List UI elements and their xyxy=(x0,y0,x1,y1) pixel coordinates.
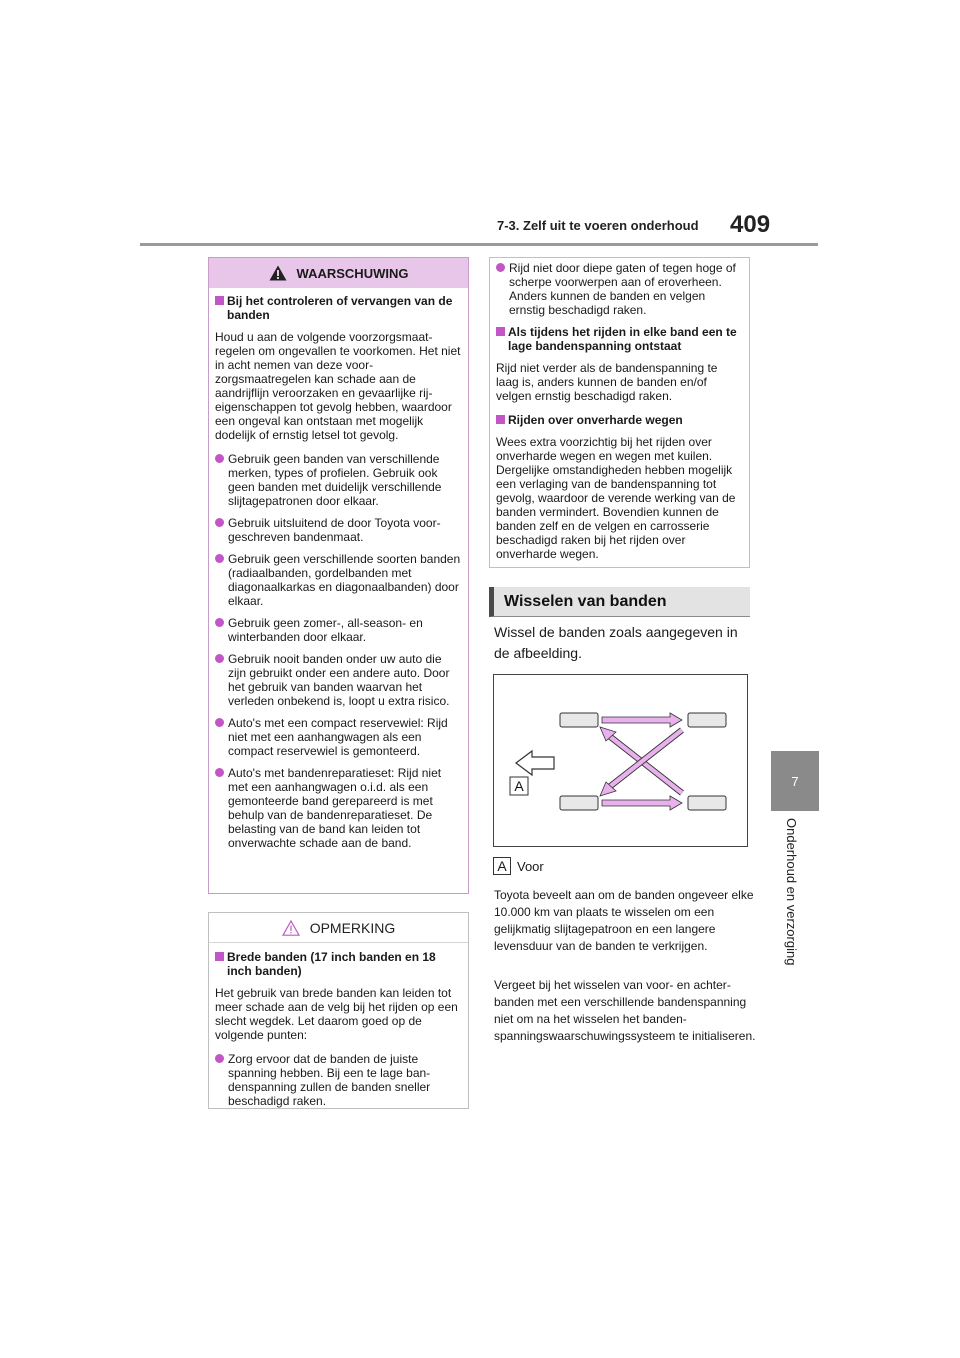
note-title: OPMERKING xyxy=(309,919,396,936)
square-bullet-icon xyxy=(496,415,505,424)
warning-bullet: Auto's met een compact reservewiel: Rijd niet met een aanhangwagen als een compact reservewiel is gemonteerd. xyxy=(215,716,462,758)
page-number: 409 xyxy=(730,211,771,238)
square-bullet-icon xyxy=(215,296,224,305)
tire-front-left xyxy=(560,713,598,727)
section-heading: Wisselen van banden xyxy=(489,587,750,617)
section-title: 7-3. Zelf uit te voeren onderhoud xyxy=(497,218,699,233)
circle-bullet-icon xyxy=(215,654,224,663)
header-divider xyxy=(140,243,818,246)
rotation-paragraph-1: Toyota beveelt aan om de banden ongeveer elke 10.000 km van plaats te wisselen om een gelijkmatig slijtagepatroon en een langere levensduur van de banden te verkrijgen. xyxy=(494,888,754,953)
warning-subheading: Als tijdens het rijden in elke band een te lage bandenspanning ontstaat xyxy=(496,325,743,353)
warning-triangle-icon xyxy=(269,265,287,281)
note-box xyxy=(208,912,469,1109)
warning-bullet: Gebruik geen verschillende soorten banden (radiaalbanden, gordelbanden met diagonaalkarkas en diagonaalbanden) door elkaar. xyxy=(215,552,462,608)
note-bullet: Zorg ervoor dat de banden de juiste spanning hebben. Bij een te lage bandenspanning zullen de banden sneller beschadigd raken. xyxy=(215,1052,462,1108)
warning-subheading: Rijden over onverharde wegen xyxy=(496,413,743,427)
circle-bullet-icon xyxy=(215,518,224,527)
warning-title: WAARSCHUWING xyxy=(296,265,409,281)
chapter-tab: 7 xyxy=(771,751,819,811)
warning-header xyxy=(209,258,468,288)
tire-rotation-figure xyxy=(493,674,748,847)
arrow-front-to-rear-top xyxy=(602,713,682,727)
warning-continuation-box xyxy=(489,257,750,568)
circle-bullet-icon xyxy=(215,768,224,777)
warning-text: Wees extra voorzichtig bij het rijden over onverharde wegen en wegen met kuilen. Dergelijke omstandigheden hebben mogelijk een verlaging van de bandenspanning tot gevolg, waardoor de verende werking van de banden vermindert. Bovendien kunnen de banden zelf en de velgen en carrosserie beschadigd raken bij het rijden over onverharde wegen. xyxy=(496,435,736,561)
warning-intro: Houd u aan de volgende voorzorgsmaatregelen om ongevallen te voorkomen. Het niet in acht nemen van deze voorzorgsmaatregelen kan schade aan de aandrijflijn veroorzaken en gevaarlijke rijeigenschappen tot gevolg hebben, waardoor een ongeval kan ontstaan met mogelijk dodelijk of ernstig letsel tot gevolg. xyxy=(215,330,461,442)
circle-bullet-icon xyxy=(215,1054,224,1063)
legend-letter: A xyxy=(493,857,511,875)
tire-rear-right xyxy=(688,796,726,810)
page-header xyxy=(0,0,960,250)
tire-rotation-diagram xyxy=(494,675,749,848)
tire-rear-left xyxy=(688,713,726,727)
legend-text: Voor xyxy=(517,858,544,874)
warning-heading: Bij het controleren of vervangen van de banden xyxy=(215,294,462,322)
warning-bullet: Gebruik nooit banden onder uw auto die zijn gebruikt onder een andere auto. Door het gebruik van banden waarvan het verleden onbekend is, loopt u extra risico. xyxy=(215,652,462,708)
warning-bullet: Gebruik geen banden van verschillende merken, types of profielen. Gebruik ook geen banden met duidelijk verschillende slijtagepatronen door elkaar. xyxy=(215,452,462,508)
square-bullet-icon xyxy=(215,952,224,961)
warning-bullet: Auto's met bandenreparatieset: Rijd niet met een aanhangwagen o.i.d. als een gemonteerde band gerepareerd is met behulp van de bandenreparatieset. De belasting van de band kan leiden tot onverwachte schade aan de band. xyxy=(215,766,462,850)
warning-text: Rijd niet verder als de bandenspanning te laag is, anders kunnen de banden en/of velgen ernstig beschadigd raken. xyxy=(496,361,718,403)
front-direction-arrow xyxy=(516,751,554,775)
section-intro: Wissel de banden zoals aangegeven in de afbeelding. xyxy=(494,624,738,661)
circle-bullet-icon xyxy=(215,454,224,463)
warning-bullet: Rijd niet door diepe gaten of tegen hoge of scherpe voorwerpen aan of eroverheen. Anders kunnen de banden en velgen ernstig beschadigd raken. xyxy=(496,261,743,317)
circle-bullet-icon xyxy=(215,718,224,727)
caution-triangle-icon xyxy=(282,920,300,936)
chapter-label: Onderhoud en verzorging xyxy=(784,818,799,966)
arrow-front-to-rear-bottom xyxy=(602,796,682,810)
circle-bullet-icon xyxy=(215,618,224,627)
warning-box xyxy=(208,257,469,894)
figure-label: A xyxy=(514,778,524,794)
square-bullet-icon xyxy=(496,327,505,336)
rotation-paragraph-2: Vergeet bij het wisselen van voor- en achterbanden met een verschillende bandenspanning niet om na het wisselen het bandenspanningswaarschuwingssysteem te initialiseren. xyxy=(494,978,756,1043)
warning-bullet: Gebruik geen zomer-, all-season- en winterbanden door elkaar. xyxy=(215,616,462,644)
note-intro: Het gebruik van brede banden kan leiden tot meer schade aan de velg bij het rijden op een slecht wegdek. Let daarom goed op de volgende punten: xyxy=(215,986,458,1042)
warning-bullet: Gebruik uitsluitend de door Toyota voorgeschreven bandenmaat. xyxy=(215,516,462,544)
note-heading: Brede banden (17 inch banden en 18 inch banden) xyxy=(215,950,462,978)
figure-legend xyxy=(493,857,544,875)
circle-bullet-icon xyxy=(215,554,224,563)
circle-bullet-icon xyxy=(496,263,505,272)
tire-front-right xyxy=(560,796,598,810)
note-header xyxy=(209,913,468,943)
